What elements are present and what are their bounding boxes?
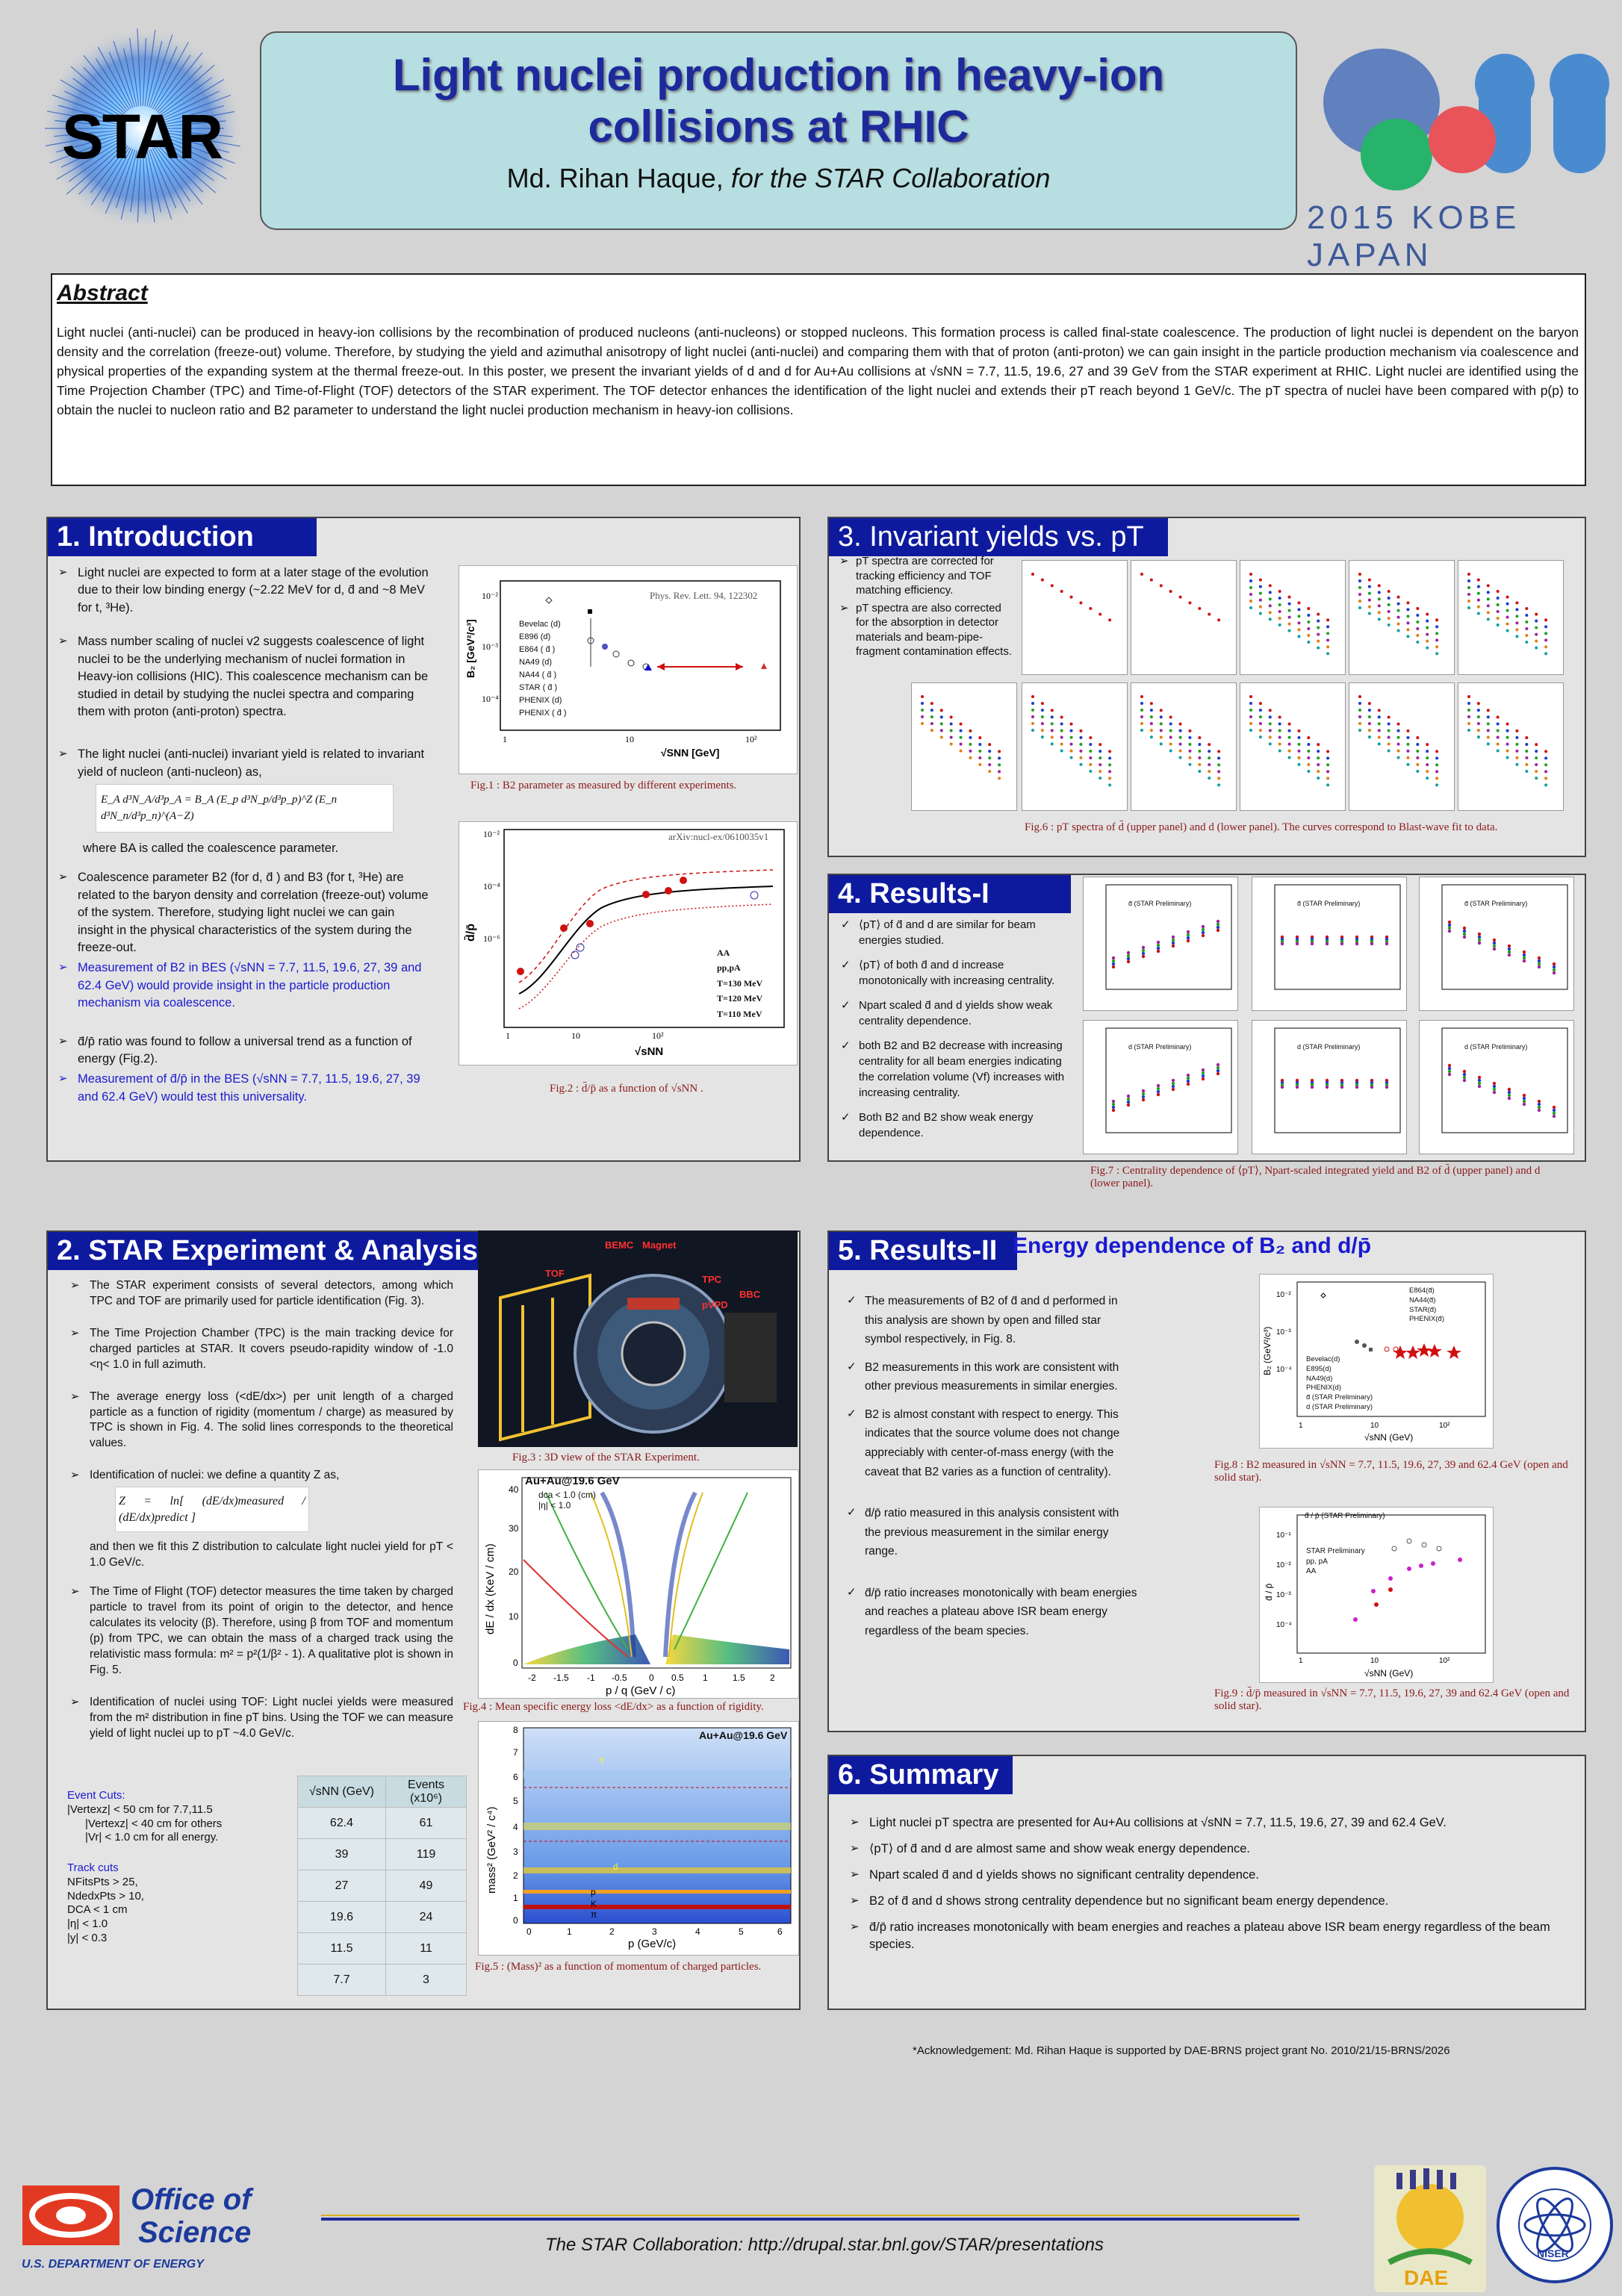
svg-text:40: 40 [509, 1484, 519, 1495]
fig8-legend-item: STAR(d̄) [1409, 1305, 1437, 1314]
fig2-legend-item: T=110 MeV [717, 1008, 762, 1019]
svg-text:10: 10 [625, 734, 634, 744]
svg-text:1.5: 1.5 [733, 1673, 745, 1683]
svg-text:10²: 10² [1439, 1422, 1450, 1430]
niser-text: NISER [1537, 2247, 1569, 2259]
table-cell: 39 [298, 1839, 386, 1870]
track-cuts-heading: Track cuts [67, 1861, 119, 1874]
svg-text:2: 2 [609, 1926, 615, 1937]
event-cut-item: |Vr| < 1.0 cm for all energy. [85, 1831, 219, 1844]
svg-text:K: K [591, 1899, 597, 1909]
exp-bullet-1: ➢ The STAR experiment consists of several detectors, among which TPC and TOF are primarily used for particle identification (Fig. 3). [69, 1278, 453, 1310]
fig1-b2-plot [459, 565, 798, 774]
fig1-reference: Phys. Rev. Lett. 94, 122302 [650, 590, 758, 601]
res1-bullet-3: ✓ Npart scaled d̄ and d yields show weak centrality dependence. [839, 998, 1075, 1029]
invariant-yields-text [838, 554, 1017, 676]
svg-text:7: 7 [513, 1747, 518, 1758]
fig2-xlabel: √sNN [635, 1045, 664, 1058]
track-cut-item: |y| < 0.3 [67, 1931, 108, 1944]
d-spectra-plot [1131, 682, 1237, 811]
svg-text:10⁻⁴: 10⁻⁴ [1276, 1366, 1292, 1374]
table-cell: 7.7 [298, 1964, 386, 1996]
fig3-label-bemc: BEMC [605, 1239, 634, 1251]
centrality-plot [1083, 877, 1238, 1011]
svg-text:10²: 10² [652, 1030, 664, 1041]
exp-bullet-2: ➢ The Time Projection Chamber (TPC) is the main tracking device for charged particles at STAR. It covers pseudo-rapidity window of -1.0 <η< 1.0 in full azimuth. [69, 1326, 453, 1373]
fig8-legend-item: Bevelac(d) [1306, 1355, 1340, 1363]
fig3-label-bbc: BBC [739, 1289, 761, 1300]
table-row [298, 1933, 467, 1964]
fig3-star-detector-view [478, 1231, 798, 1447]
dbar-spectra-plot [1458, 560, 1564, 675]
centrality-plot [1419, 1020, 1574, 1154]
res2-bullet-3: ✓ B2 is almost constant with respect to energy. This indicates that the source volume does not change appreciably with center-of-mass energy (with the caveat that B2 varies as a function of centrality). [845, 1405, 1138, 1481]
fig1-legend-item: E864 ( d̄ ) [519, 645, 556, 655]
res2-bullet-1: ✓ The measurements of B2 of d̄ and d performed in this analysis are shown by open and filled star symbol respectively, in Fig. 8. [845, 1292, 1138, 1349]
svg-text:3: 3 [513, 1847, 518, 1857]
fig4-caption: Fig.4 : Mean specific energy loss <dE/dx> as a function of rigidity. [463, 1701, 764, 1713]
fig5-title: Au+Au@19.6 GeV [699, 1729, 788, 1741]
summary-item: ➢ Light nuclei pT spectra are presented for Au+Au collisions at √sNN = 7.7, 11.5, 19.6, 27, 39 and 62.4 GeV. [848, 1814, 1565, 1832]
fig4-xlabel: p / q (GeV / c) [606, 1684, 676, 1697]
z-formula: Z = ln[ (dE/dx)measured / (dE/dx)predict ] [115, 1487, 309, 1532]
svg-text:0: 0 [513, 1915, 518, 1926]
table-header-row [298, 1776, 467, 1808]
table-cell: 19.6 [298, 1902, 386, 1933]
intro-bullet-4: ➢ Coalescence parameter B2 (for d, d̄ ) and B3 (for t, ³He) are related to the baryon density and correlation (freeze-out) volume of the system. Therefore, studying light nuclei we can gain insight in the physical characteristics of the system during the freeze-out. [57, 869, 430, 956]
centrality-plot-label: d (STAR Preliminary) [1128, 1043, 1192, 1051]
fig2-dbar-pbar-plot [459, 821, 798, 1065]
abstract-box [51, 273, 1586, 486]
track-cut-item: NFitsPts > 25, [67, 1875, 138, 1888]
fig2-ylabel: d̄/p̄ [464, 924, 477, 942]
fig8-legend-item: NA44(d̄) [1409, 1295, 1436, 1304]
svg-text:0.5: 0.5 [671, 1673, 684, 1683]
fig1-legend-item: Bevelac (d) [519, 620, 561, 629]
svg-text:10⁻²: 10⁻² [1276, 1291, 1291, 1299]
table-cell: 24 [386, 1902, 467, 1933]
fig2-legend-item: pp,pA [717, 962, 741, 974]
fig5-xlabel: p (GeV/c) [628, 1938, 677, 1950]
star-experiment-text [69, 1278, 453, 1758]
centrality-plot [1252, 877, 1407, 1011]
svg-text:10⁻³: 10⁻³ [1276, 1591, 1291, 1599]
fig3-label-tpc: TPC [702, 1274, 721, 1285]
d-spectra-plot [1458, 682, 1564, 811]
table-cell: 11.5 [298, 1933, 386, 1964]
office-of-science-logo [19, 2182, 317, 2279]
svg-text:10: 10 [1370, 1422, 1379, 1430]
fig1-xlabel: √SNN [GeV] [661, 747, 720, 759]
abstract-text: Light nuclei (anti-nuclei) can be produced in heavy-ion collisions by the recombination of produced nucleons (anti-nucleons) or stopped nucleons. This formation process is called final-state coalescence. The production of light nuclei is dependent on the baryon density and the correlation (freeze-out) volume. Therefore, by studying the yield and azimuthal anisotropy of light nuclei (anti-nuclei) and comparing them with that of proton (anti-proton) we can gain insight in the particle production mechanism via coalescence and physical properties of the expanding system at the thermal freeze-out. In this poster, we present the invariant yields of d and d for Au+Au collisions at √sNN = 7.7, 11.5, 19.6, 27 and 39 GeV from the STAR experiment at RHIC. Light nuclei are identified using the Time Projection Chamber (TPC) and Time-of-Flight (TOF) detectors of the STAR experiment. The TOF detector enhances the identification of the light nuclei and extends their pT reach beyond 1 GeV/c. The pT spectra of nuclei have been compared with p(p) to obtain the nuclei to nucleon ratio and B2 parameter to understand the light nuclei production mechanism in heavy-ion collisions. [57, 325, 1579, 417]
exp-bullet-4: ➢ Identification of nuclei: we define a quantity Z as, [69, 1468, 453, 1484]
table-row [298, 1964, 467, 1996]
inv-bullet-1: ➢ pT spectra are corrected for tracking efficiency and TOF matching efficiency. [838, 554, 1017, 598]
svg-text:10⁻²: 10⁻² [482, 591, 498, 601]
spectra-axis-plot [911, 682, 1017, 811]
intro-bullet-6: ➢ d̄/p̄ ratio was found to follow a universal trend as a function of energy (Fig.2). [57, 1033, 430, 1068]
fig8-legend-item: d̄ (STAR Preliminary) [1306, 1393, 1373, 1402]
fig8-xlabel: √sNN (GeV) [1364, 1432, 1414, 1443]
svg-text:0: 0 [513, 1658, 518, 1668]
intro-bullet-1: ➢ Light nuclei are expected to form at a later stage of the evolution due to their low binding energy (~2.22 MeV for d, d̄ and ~8 MeV for t, ³He). [57, 564, 430, 617]
intro-bullets [57, 564, 430, 1122]
table-row [298, 1839, 467, 1870]
svg-text:10⁻⁴: 10⁻⁴ [483, 881, 500, 892]
fig1-legend-item: NA49 (d) [519, 658, 553, 668]
results-i-text [839, 917, 1075, 1150]
svg-text:5: 5 [739, 1926, 744, 1937]
svg-text:p: p [591, 1887, 596, 1897]
table-row [298, 1902, 467, 1933]
fig9-legend-item: AA [1306, 1567, 1317, 1575]
fig7-caption: Fig.7 : Centrality dependence of ⟨pT⟩, Npart-scaled integrated yield and B2 of d̄ (upper panel) and d (lower panel). [1090, 1165, 1541, 1189]
fig1-legend-item: STAR ( d̄ ) [519, 683, 558, 693]
qm-conference-text: 2015 KOBE JAPAN [1307, 199, 1521, 273]
fig2-legend [717, 945, 762, 1021]
inv-bullet-2: ➢ pT spectra are also corrected for the absorption in detector materials and beam-pipe-fragment contamination effects. [838, 601, 1017, 659]
fig8-legend-item: PHENIX(d̄) [1409, 1315, 1444, 1324]
author-line [261, 163, 1296, 194]
table-cell: 119 [386, 1839, 467, 1870]
svg-text:1: 1 [513, 1893, 518, 1903]
svg-text:0: 0 [526, 1926, 532, 1937]
fig8-legend-item: PHENIX(d) [1306, 1384, 1341, 1393]
fig4-title: Au+Au@19.6 GeV [525, 1475, 620, 1487]
fig1-legend-item: PHENIX (d) [519, 696, 562, 706]
svg-text:10: 10 [1370, 1657, 1379, 1665]
res2-bullet-5: ✓ d̄/p̄ ratio increases monotonically with beam energies and reaches a plateau above ISR beam energy regardless of the beam species. [845, 1584, 1138, 1641]
table-cell: 27 [298, 1870, 386, 1902]
fig5-mass2-plot [478, 1721, 799, 1956]
fig1-legend-item: PHENIX ( d̄ ) [519, 709, 567, 718]
svg-text:3: 3 [652, 1926, 657, 1937]
summary-item: ➢ d̄/p̄ ratio increases monotonically with beam energies and reaches a plateau above ISR beam energy regardless of the beam species. [848, 1919, 1565, 1953]
svg-text:1: 1 [703, 1673, 708, 1683]
poster-title-line2: collisions at RHIC [588, 102, 969, 152]
res2-bullet-2: ✓ B2 measurements in this work are consistent with other previous measurements in similar energies. [845, 1358, 1138, 1396]
results-i-title: 4. Results-I [829, 875, 1071, 913]
svg-text:-1: -1 [587, 1673, 595, 1683]
fig1-legend-item: NA44 ( d̄ ) [519, 671, 557, 680]
fig8-caption: Fig.8 : B2 measured in √sNN = 7.7, 11.5, 19.6, 27, 39 and 62.4 GeV (open and solid star). [1214, 1459, 1568, 1484]
svg-text:20: 20 [509, 1567, 519, 1577]
res2-bullet-4: ✓ d̄/p̄ ratio measured in this analysis consistent with the previous measurement in the similar energy range. [845, 1504, 1138, 1561]
svg-text:0: 0 [649, 1673, 654, 1683]
svg-text:5: 5 [513, 1796, 518, 1806]
svg-text:1: 1 [506, 1030, 510, 1041]
collaboration-name: for the STAR Collaboration [730, 163, 1051, 193]
intro-bullet-5: ➢ Measurement of B2 in BES (√sNN = 7.7, 11.5, 19.6, 27, 39 and 62.4 GeV) would provide insight in the particle production mechanism via coalescence. [57, 959, 430, 1012]
svg-text:10: 10 [571, 1030, 580, 1041]
exp-bullet-5: ➢ The Time of Flight (TOF) detector measures the time taken by charged particle to travel from its point of origin to the detector, and hence calculates its velocity (β). Therefore, using β from TOF and momentum (p) from TPC, we can obtain the mass of a charged track using the relativistic mass formula: m² = p²(1/β² - 1). A qualitative plot is shown in Fig. 5. [69, 1584, 453, 1679]
fig9-ylabel: d̄ / p̄ [1264, 1583, 1274, 1601]
fig9-dbar-pbar-energy-plot [1259, 1507, 1494, 1683]
d-spectra-plot [1349, 682, 1455, 811]
svg-text:π: π [591, 1909, 597, 1920]
abstract-heading: Abstract [57, 281, 148, 305]
centrality-plot [1252, 1020, 1407, 1154]
poster-title-line1: Light nuclei production in heavy-ion [392, 50, 1165, 100]
table-header-cell: √sNN (GeV) [298, 1776, 386, 1808]
fig1-ylabel: B₂ [GeV²/c³] [464, 619, 476, 678]
svg-text:10⁻³: 10⁻³ [482, 641, 498, 652]
fig8-legend-item: E864(d̄) [1409, 1287, 1435, 1295]
fig2-legend-item: T=120 MeV [717, 993, 763, 1004]
svg-text:30: 30 [509, 1523, 519, 1534]
dae-logo [1374, 2165, 1486, 2292]
fig9-title: d̄ / p̄ (STAR Preliminary) [1305, 1512, 1385, 1520]
res1-bullet-5: ✓ Both B2 and B2 show weak energy dependence. [839, 1110, 1075, 1141]
track-cut-item: |η| < 1.0 [67, 1917, 108, 1930]
svg-text:10⁻⁶: 10⁻⁶ [483, 933, 500, 944]
intro-bullet-7: ➢ Measurement of d̄/p̄ in the BES (√sNN = 7.7, 11.5, 19.6, 27, 39 and 62.4 GeV) would test this universality. [57, 1071, 430, 1106]
fig4-ylabel: dE / dx (KeV / cm) [484, 1543, 497, 1634]
fig6-caption: Fig.6 : pT spectra of d̄ (upper panel) and d (lower panel). The curves correspond to Blast-wave fit to data. [1025, 821, 1498, 833]
svg-text:10: 10 [509, 1611, 519, 1622]
fig5-caption: Fig.5 : (Mass)² as a function of momentum of charged particles. [475, 1961, 762, 1973]
svg-text:³t: ³t [598, 1755, 604, 1766]
event-cut-item: |Vertexz| < 50 cm for 7.7,11.5 [67, 1802, 213, 1816]
summary-item: ➢ ⟨pT⟩ of d̄ and d are almost same and show weak energy dependence. [848, 1841, 1565, 1858]
footer-rule-gold [321, 2215, 1299, 2216]
niser-logo [1495, 2165, 1615, 2285]
svg-text:10⁻²: 10⁻² [483, 829, 500, 839]
event-cuts-heading: Event Cuts: [67, 1789, 125, 1802]
centrality-plot-label: d̄ (STAR Preliminary) [1128, 900, 1192, 907]
star-logo [41, 26, 243, 231]
svg-text:1: 1 [567, 1926, 572, 1937]
results-ii-subtitle: Energy dependence of B₂ and d/p̄ [1013, 1233, 1372, 1258]
centrality-plot-label: d (STAR Preliminary) [1464, 1043, 1528, 1051]
centrality-plot-label: d̄ (STAR Preliminary) [1464, 900, 1528, 907]
fig8-legend-item: d (STAR Preliminary) [1306, 1403, 1373, 1412]
fig1-legend [519, 618, 567, 720]
qm2015-logo [1299, 31, 1613, 273]
svg-text:4: 4 [695, 1926, 700, 1937]
star-logo-text: STAR [61, 102, 223, 172]
fig9-legend-item: pp, pA [1306, 1557, 1328, 1566]
results-ii-title: 5. Results-II [829, 1232, 1017, 1270]
summary-item: ➢ Npart scaled d̄ and d yields shows no significant centrality dependence. [848, 1867, 1565, 1884]
exp-bullet-3: ➢ The average energy loss (<dE/dx>) per unit length of a charged particle as a function of rigidity (momentum / charge) as measured by TPC is shown in Fig. 4. The solid lines corresponds to the theoretical values. [69, 1390, 453, 1452]
z-formula-note: and then we fit this Z distribution to calculate light nuclei yield for pT < 1.0 GeV/c. [90, 1540, 453, 1569]
fig9-xlabel: √sNN (GeV) [1364, 1668, 1414, 1679]
dbar-spectra-plot [1131, 560, 1237, 675]
svg-text:1: 1 [1299, 1657, 1303, 1665]
svg-text:-1.5: -1.5 [553, 1673, 569, 1683]
exp-bullet-6: ➢ Identification of nuclei using TOF: Light nuclei yields were measured from the m² distribution in fine pT bins. Using the TOF we can measure yield of light nuclei up to pT ~4.0 GeV/c. [69, 1695, 453, 1742]
fig5-ylabel: mass² (GeV² / c⁴) [485, 1806, 498, 1894]
table-cell: 49 [386, 1870, 467, 1902]
intro-bullet-3: ➢ The light nuclei (anti-nuclei) invariant yield is related to invariant yield of nucleon (anti-nucleon) as, [57, 746, 430, 781]
fig1-caption: Fig.1 : B2 parameter as measured by different experiments. [470, 780, 737, 791]
svg-text:10⁻¹: 10⁻¹ [1276, 1531, 1291, 1540]
introduction-title: 1. Introduction [48, 518, 317, 556]
intro-bullet-2: ➢ Mass number scaling of nuclei v2 suggests coalescence of light nuclei to be the underlying mechanism of nuclei formation in Heavy-ion collisions (HIC). This coalescence mechanism can be studied in detail by studying the nuclei spectra and comparing them with proton (anti-proton) spectra. [57, 633, 430, 721]
track-cut-item: NdedxPts > 10, [67, 1889, 144, 1903]
svg-text:2: 2 [770, 1673, 775, 1683]
event-stats-table [297, 1776, 467, 1996]
title-banner [260, 31, 1297, 230]
svg-text:2: 2 [513, 1870, 518, 1881]
fig3-label-pvpd: pVPD [702, 1299, 728, 1310]
res1-bullet-4: ✓ both B2 and B2 decrease with increasing centrality for all beam energies indicating the correlation volume (Vf) increases with increasing centrality. [839, 1038, 1075, 1101]
table-cell: 11 [386, 1933, 467, 1964]
fig8-b2-energy-plot [1259, 1274, 1494, 1449]
fig3-label-tof: TOF [545, 1268, 565, 1279]
svg-text:1: 1 [503, 734, 507, 744]
event-cut-item: |Vertexz| < 40 cm for others [85, 1817, 223, 1830]
fig4-dedx-plot [478, 1469, 799, 1699]
star-experiment-title: 2. STAR Experiment & Analysis [48, 1232, 521, 1270]
svg-text:-2: -2 [528, 1673, 536, 1683]
svg-text:-0.5: -0.5 [612, 1673, 627, 1683]
d-spectra-plot [1022, 682, 1128, 811]
centrality-plot-label: d (STAR Preliminary) [1297, 1043, 1361, 1051]
table-row [298, 1808, 467, 1839]
dbar-spectra-plot [1022, 560, 1128, 675]
centrality-plot-label: d̄ (STAR Preliminary) [1297, 900, 1361, 907]
svg-text:4: 4 [513, 1822, 518, 1832]
table-cell: 62.4 [298, 1808, 386, 1839]
svg-text:1: 1 [1299, 1422, 1303, 1430]
centrality-plot [1419, 877, 1574, 1011]
res1-bullet-1: ✓ ⟨pT⟩ of d̄ and d are similar for beam energies studied. [839, 917, 1075, 948]
track-cut-item: DCA < 1 cm [67, 1903, 128, 1917]
summary-title: 6. Summary [829, 1756, 1013, 1794]
svg-text:8: 8 [513, 1725, 518, 1735]
table-row [298, 1870, 467, 1902]
svg-text:6: 6 [513, 1772, 518, 1782]
table-cell: 61 [386, 1808, 467, 1839]
d-spectra-plot [1240, 682, 1346, 811]
fig9-caption: Fig.9 : d̄/p̄ measured in √sNN = 7.7, 11.5, 19.6, 27, 39 and 62.4 GeV (open and solid star). [1214, 1687, 1570, 1712]
svg-text:10⁻²: 10⁻² [1276, 1561, 1291, 1569]
coalescence-where: where BA is called the coalescence parameter. [83, 841, 339, 855]
fig8-legend-item: E895(d) [1306, 1364, 1332, 1373]
coalescence-formula: E_A d³N_A/d³p_A = B_A (E_p d³N_p/d³p_p)^Z (E_n d³N_n/d³p_n)^(A−Z) [96, 784, 394, 833]
fig4-cut-2: |η| < 1.0 [538, 1500, 571, 1511]
star-presentations-link[interactable]: The STAR Collaboration: http://drupal.star.bnl.gov/STAR/presentations [545, 2235, 1104, 2255]
dae-text: DAE [1404, 2266, 1449, 2289]
acknowledgement: *Acknowledgement: Md. Rihan Haque is supported by DAE-BRNS project grant No. 2010/21/15-BRNS/2026 [913, 2044, 1450, 2057]
doe-text: U.S. DEPARTMENT OF ENERGY [22, 2258, 204, 2271]
svg-text:6: 6 [777, 1926, 783, 1937]
fig3-label-magnet: Magnet [642, 1239, 677, 1251]
author-name: Md. Rihan Haque, [506, 163, 724, 193]
fig9-legend-item: STAR Preliminary [1306, 1547, 1365, 1555]
summary-list [848, 1814, 1565, 1963]
fig2-caption: Fig.2 : d̄/p̄ as a function of √sNN . [550, 1083, 703, 1095]
res1-bullet-2: ✓ ⟨pT⟩ of both d̄ and d increase monotonically with increasing centrality. [839, 957, 1075, 989]
fig2-legend-item: T=130 MeV [717, 977, 763, 989]
results-ii-text [845, 1292, 1138, 1649]
fig2-legend-item: AA [717, 948, 730, 958]
dbar-spectra-plot [1349, 560, 1455, 675]
svg-text:d: d [613, 1861, 618, 1872]
office-text-1: Office of [131, 2183, 252, 2216]
fig8-ylabel: B₂ (GeV²/c³) [1262, 1326, 1273, 1375]
table-header-cell: Events (x10⁶) [386, 1776, 467, 1808]
svg-text:10²: 10² [745, 734, 757, 744]
office-text-2: Science [138, 2216, 252, 2249]
svg-text:10²: 10² [1439, 1657, 1450, 1665]
fig8-legend-item: NA49(d) [1306, 1374, 1333, 1383]
table-cell: 3 [386, 1964, 467, 1996]
fig1-legend-item: E896 (d) [519, 632, 551, 642]
summary-item: ➢ B2 of d̄ and d shows strong centrality dependence but no significant beam energy dependence. [848, 1893, 1565, 1910]
svg-text:10⁻³: 10⁻³ [1276, 1328, 1291, 1337]
fig3-caption: Fig.3 : 3D view of the STAR Experiment. [512, 1452, 700, 1463]
svg-text:10⁻⁴: 10⁻⁴ [482, 694, 499, 704]
event-cuts [67, 1789, 291, 1946]
dbar-spectra-plot [1240, 560, 1346, 675]
fig4-cut-1: dca < 1.0 (cm) [538, 1490, 597, 1500]
svg-text:10⁻⁴: 10⁻⁴ [1276, 1621, 1292, 1629]
invariant-yields-title: 3. Invariant yields vs. pT [829, 518, 1168, 556]
centrality-plot [1083, 1020, 1238, 1154]
fig2-reference: arXiv:nucl-ex/0610035v1 [668, 831, 769, 842]
footer-rule [321, 2218, 1299, 2221]
